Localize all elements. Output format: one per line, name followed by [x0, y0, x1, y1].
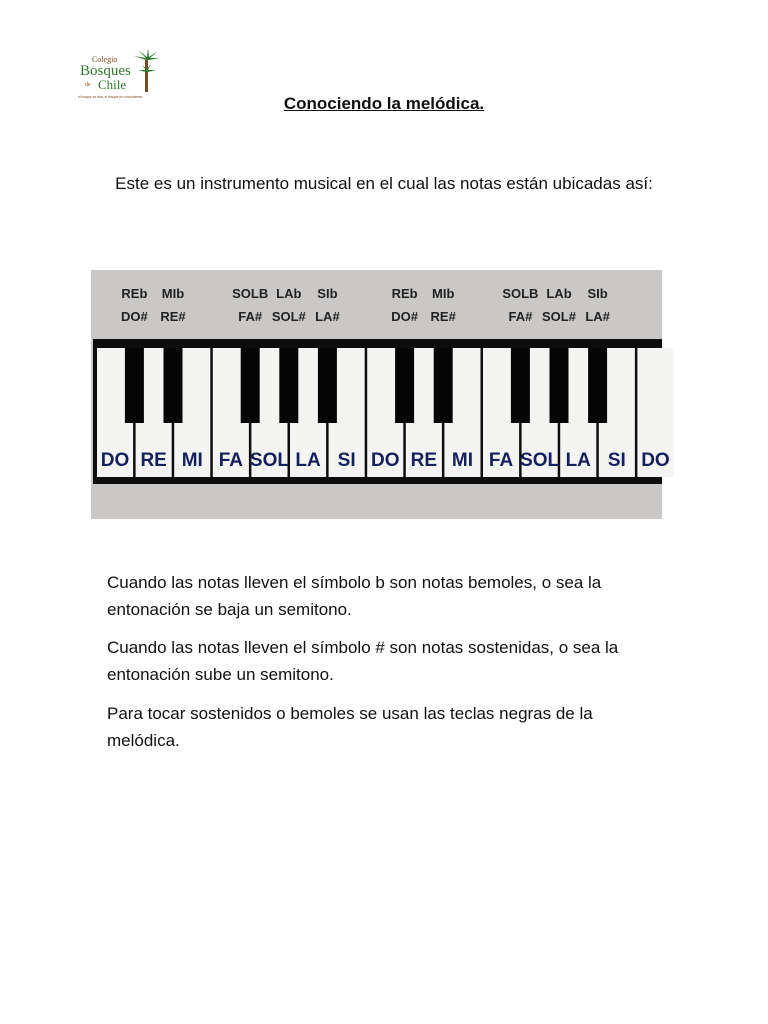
black-key-label-flat: SOLB	[502, 286, 539, 301]
paragraph-sostenidos: Cuando las notas lleven el símbolo # son notas sostenidas, o sea la entonación sube un semitono.	[107, 638, 619, 684]
white-key-label: LA	[295, 450, 321, 471]
black-key-label-sharp: LA#	[315, 309, 340, 324]
white-key-label: SI	[607, 450, 626, 471]
logo-line2: Bosques	[80, 63, 131, 79]
black-key-label-sharp: FA#	[238, 309, 263, 324]
white-key-label: DO	[100, 450, 130, 471]
black-key-label-flat: LAb	[546, 286, 572, 301]
white-key-label: MI	[181, 450, 203, 471]
black-key-label-sharp: RE#	[160, 309, 186, 324]
melodica-keyboard-diagram	[91, 270, 670, 519]
black-key	[279, 348, 298, 423]
black-key-label-sharp: SOL#	[271, 309, 306, 324]
white-key-label: DO	[371, 450, 400, 471]
black-key-label-flat: MIb	[432, 286, 455, 301]
black-key-label-sharp: LA#	[585, 309, 610, 324]
logo-line1: Colegio	[92, 55, 118, 64]
white-key-label: RE	[410, 450, 438, 471]
black-key-label-flat: LAb	[276, 286, 302, 301]
black-key-label-sharp: DO#	[121, 309, 148, 324]
black-key-label-flat: SIb	[317, 286, 338, 301]
black-key	[588, 348, 607, 423]
black-key	[395, 348, 414, 423]
paragraph-teclas-negras: Para tocar sostenidos o bemoles se usan las teclas negras de la melódica.	[107, 704, 593, 750]
white-key-label: MI	[451, 450, 474, 471]
black-key-label-sharp: DO#	[391, 309, 418, 324]
logo-line4: Chile	[98, 77, 127, 92]
white-key-label: SOL	[520, 450, 560, 471]
logo-line3: de	[85, 82, 91, 88]
black-key-label-flat: MIb	[161, 286, 185, 301]
intro-text: Este es un instrumento musical en el cual las notas están ubicadas así:	[115, 174, 653, 193]
black-key-label-sharp: SOL#	[542, 309, 576, 324]
paragraph-bemoles: Cuando las notas lleven el símbolo b son notas bemoles, o sea la entonación se baja un semitono.	[107, 573, 602, 619]
black-key	[318, 348, 337, 423]
white-key-label: LA	[565, 450, 591, 471]
black-key-label-sharp: FA#	[508, 309, 533, 324]
black-key	[434, 348, 453, 423]
white-key-label: FA	[218, 450, 243, 471]
black-key	[164, 348, 183, 423]
black-key	[241, 348, 260, 423]
white-key-label: SI	[337, 450, 356, 471]
black-key-label-flat: REb	[391, 286, 418, 301]
white-key-label: DO	[641, 450, 670, 471]
black-key-label-flat: SOLB	[232, 286, 269, 301]
black-key	[125, 348, 144, 423]
black-key-label-sharp: RE#	[430, 309, 456, 324]
black-key-label-flat: SIb	[587, 286, 608, 301]
logo-tagline: el bosque es vida, el bosque es conocimiento	[78, 95, 143, 99]
black-key	[511, 348, 530, 423]
white-key-label: SOL	[249, 450, 289, 471]
white-key-label: FA	[488, 450, 514, 471]
page-title: Conociendo la melódica.	[283, 94, 485, 113]
black-key-label-flat: REb	[121, 286, 148, 301]
black-key	[550, 348, 569, 423]
white-key-label: RE	[140, 450, 167, 471]
palm-tree-icon	[134, 48, 160, 92]
